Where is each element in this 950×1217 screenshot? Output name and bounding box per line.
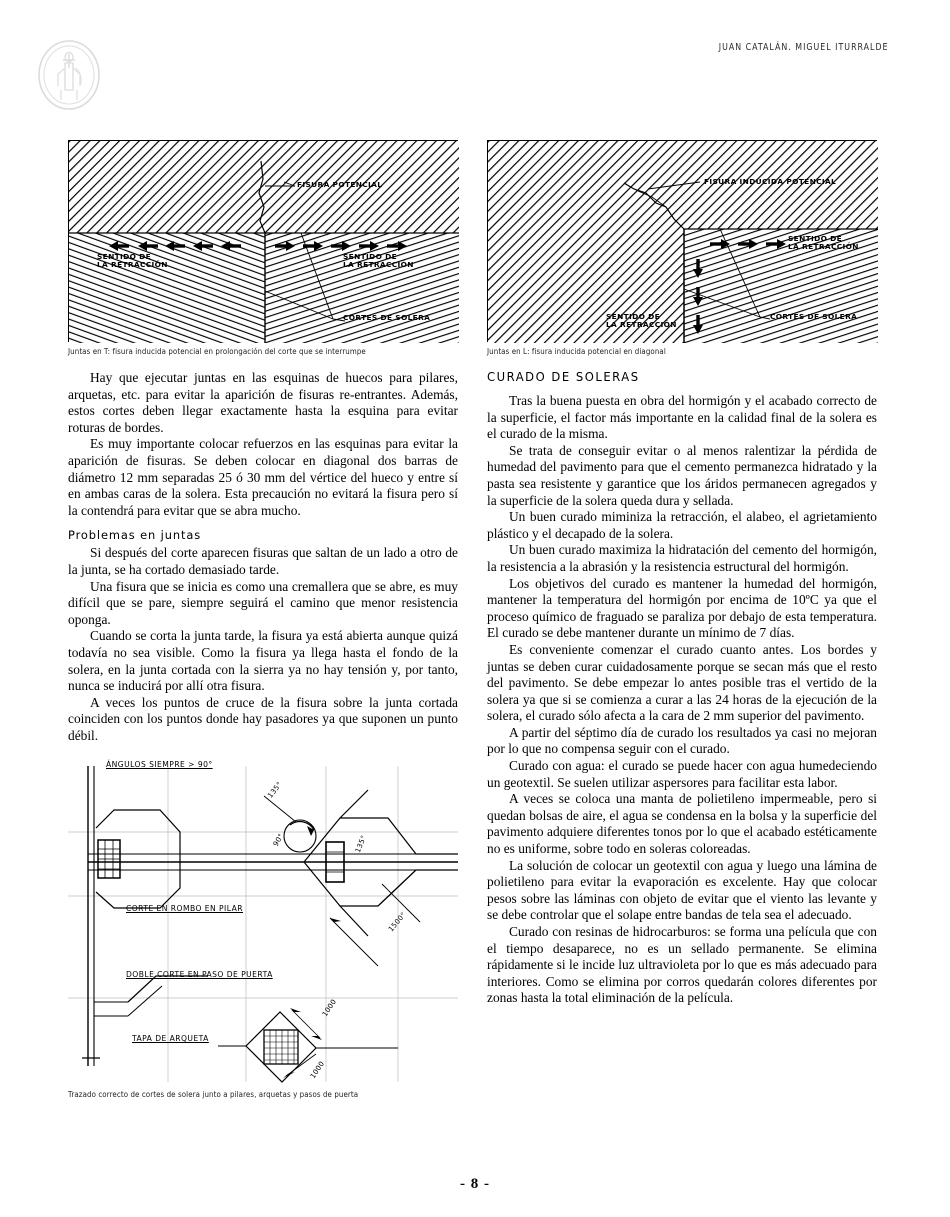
svg-text:· · · · ·: · · · · · — [58, 105, 80, 110]
left-column — [68, 140, 458, 1113]
figure2-label-sentido-right — [788, 235, 859, 252]
university-seal-logo — [30, 38, 108, 112]
left-paragraph-2: Es muy importante colocar refuerzos en las esquinas para evitar la aparición de fisuras. Se deben colocar en diagonal dos barras de diámetro 12 mm separadas 25 ó 30 mm del vértice del hueco y entre sí en ambas caras de la solera. Esta precaución no evitará la fisura pero sí la contendrá para evitar que se abra mucho. — [68, 436, 458, 518]
right-paragraph-4: Un buen curado maximiza la hidratación del cemento del hormigón, la resistencia a la abrasión y la resistencia estructural del hormigón. — [487, 542, 877, 574]
figure2-sentido-bottom-line1: SENTIDO DE — [606, 312, 661, 321]
right-column — [487, 140, 877, 1007]
subsection-title-problemas-en-juntas: Problemas en juntas — [68, 528, 202, 543]
seal-icon — [30, 38, 108, 112]
figure-juntas-en-t — [68, 140, 458, 342]
figure1-sentido-left-line2: LA RETRACCIÓN — [97, 260, 168, 270]
right-paragraph-10: La solución de colocar un geotextil con agua y luego una lámina de polietileno para evitar la evaporación es excelente. Hay que colocar pesos sobre las láminas con objeto de evitar que el viento las levante y se debe controlar que el solape entre bandas de tela sea el adecuado. — [487, 857, 877, 923]
right-paragraph-7: A partir del séptimo día de curado los resultados ya casi no mejoran por lo que no compensa seguir con el curado. — [487, 724, 877, 757]
figure1-sentido-left-line1: SENTIDO DE — [97, 252, 152, 261]
drawing-caption: Trazado correcto de cortes de solera junto a pilares, arquetas y pasos de puerta — [68, 1090, 359, 1100]
drawing-dim-1500: 1500° — [387, 911, 408, 934]
right-paragraph-6: Es conveniente comenzar el curado cuanto antes. Los bordes y juntas se deben curar cuidadosamente porque se secan más que el resto del pavimento. Se debe empezar lo antes posible tras el vertido de la solera ya que si se comienza a curar a las 24 horas de la ejecución de la solera, el curado sólo afecta a la cara de 2 mm superior del pavimento. — [487, 641, 877, 724]
left-paragraph-3: Si después del corte aparecen fisuras que saltan de un lado a otro de la junta, se ha cortado demasiado tarde. — [68, 545, 458, 577]
figure1-label-sentido-right — [343, 253, 414, 270]
drawing-dim-135-right: 135° — [353, 834, 369, 855]
page-header — [0, 0, 950, 128]
figure2-sentido-right-line1: SENTIDO DE — [788, 234, 843, 243]
left-paragraph-5: Cuando se corta la junta tarde, la fisura ya está abierta aunque quizá todavía no sea visible. Como la fisura ya llega hasta el fondo de la solera, en la junta cortada con la sierra ya no hay tensión y, por tanto, nunca se inducirá por allí otra fisura. — [68, 628, 458, 694]
right-paragraph-5: Los objetivos del curado es mantener la humedad del hormigón, mantener la temperatura del hormigón por encima de 10ºC ya que el proceso químico de fraguado se paraliza por debajo de esta temperatura. El curado se debe mantener durante un mínimo de 7 días. — [487, 575, 877, 641]
drawing-label-rombo: CORTE EN ROMBO EN PILAR — [126, 904, 243, 914]
right-paragraph-2: Se trata de conseguir evitar o al menos ralentizar la pérdida de humedad del pavimento para que el cemento permanezca hidratado y la pasta sea resistente y garantice que los áridos permanecen agregados y la superficie de la solera queda dura y sellada. — [487, 442, 877, 508]
drawing-dim-135-top: 135° — [266, 780, 284, 801]
right-paragraph-3: Un buen curado miminiza la retracción, el alabeo, el agrietamiento plástico y el decapado de la solera. — [487, 509, 877, 541]
left-paragraph-4: Una fisura que se inicia es como una cremallera que se abre, es muy difícil que se pare, siempre seguirá el camino que menor resistencia oponga. — [68, 578, 458, 627]
figure2-sentido-right-line2: LA RETRACCIÓN — [788, 242, 859, 252]
figure2-label-cortes: CORTES DE SOLERA — [770, 312, 858, 321]
figure2-sentido-bottom-line2: LA RETRACCIÓN — [606, 320, 677, 330]
page-number: - 8 - — [460, 1176, 490, 1192]
right-paragraph-9: A veces se coloca una manta de polietileno impermeable, pero si quedan bolsas de aire, el agua se condensa en la bolsa y la superficie del pavimento adquiere diferentes tonos por lo que el acabado estéticamente no es uniforme, sobre todo en soleras coloreadas. — [487, 791, 877, 857]
figure2-label-fisura: FISURA INDUCIDA POTENCIAL — [704, 177, 837, 186]
drawing-label-doble-corte: DOBLE CORTE EN PASO DE PUERTA — [126, 970, 273, 980]
figure2-label-sentido-bottom — [606, 313, 677, 330]
figure1-caption: Juntas en T: fisura inducida potencial en prolongación del corte que se interrumpe — [68, 347, 366, 356]
figure1-label-sentido-left — [97, 253, 168, 270]
drawing-label-tapa-arqueta: TAPA DE ARQUETA — [132, 1034, 209, 1044]
right-paragraph-1: Tras la buena puesta en obra del hormigón y el acabado correcto de la superficie, el factor más importante en la calidad final de la solera es el curado de la misma. — [487, 393, 877, 442]
drawing-dim-1000-b: 1000 — [308, 1060, 327, 1081]
right-paragraph-8: Curado con agua: el curado se puede hacer con agua humedeciendo un geotextil. Se suelen utilizar aspersores para facilitar esta labor. — [487, 758, 877, 790]
svg-text:· · · · ·: · · · · · — [59, 44, 79, 49]
figure1-sentido-right-line1: SENTIDO DE — [343, 252, 398, 261]
running-head: JUAN CATALÁN. MIGUEL ITURRALDE — [718, 42, 888, 53]
drawing-dim-1000-a: 1000 — [320, 998, 339, 1019]
right-paragraph-11: Curado con resinas de hidrocarburos: se forma una película que con el tiempo desaparece, no es un sellado permanente. Se elimina rápidamente si le incide luz ultravioleta por lo que es más adecuado para interiores. Como se elimina por corros quedarán colores diferentes por zonas hasta la total eliminación de la película. — [487, 924, 877, 1006]
figure1-sentido-right-line2: LA RETRACCIÓN — [343, 260, 414, 270]
left-paragraph-6: A veces los puntos de cruce de la fisura sobre la junta cortada coinciden con los puntos donde hay pasadores ya que suponen un punto débil. — [68, 694, 458, 743]
figure2-caption: Juntas en L: fisura inducida potencial en diagonal — [487, 347, 666, 356]
figure-juntas-en-l — [487, 140, 877, 342]
figure1-label-cortes: CORTES DE SOLERA — [343, 313, 431, 322]
drawing-label-angulos: ÁNGULOS SIEMPRE > 90° — [106, 760, 213, 770]
drawing-dim-90: 90° — [271, 832, 286, 849]
figure-trazado-cortes-solera — [68, 760, 458, 1086]
section-title-curado-de-soleras: CURADO DE SOLERAS — [487, 370, 640, 384]
figure1-label-fisura: FISURA POTENCIAL — [297, 180, 383, 189]
left-paragraph-1: Hay que ejecutar juntas en las esquinas de huecos para pilares, arquetas, etc. para evitar la aparición de fisuras re-entrantes. Además, estos cortes deben llegar exactamente hasta la esquina para evitar roturas de bordes. — [68, 370, 458, 435]
